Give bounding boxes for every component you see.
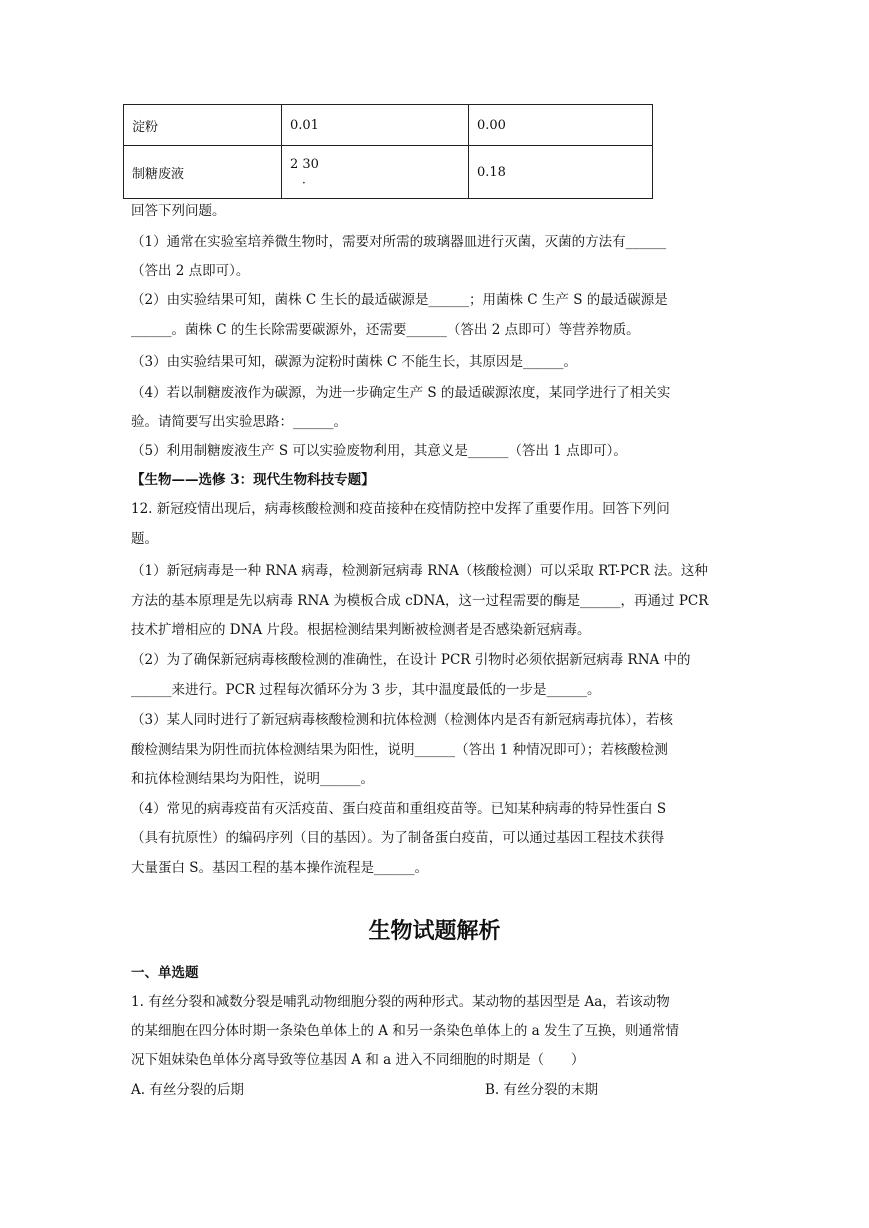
question-line: （4）常见的病毒疫苗有灭活疫苗、蛋白疫苗和重组疫苗等。已知某种病毒的特异性蛋白 S <box>131 801 667 817</box>
question-line: （3）某人同时进行了新冠病毒核酸检测和抗体检测（检测体内是否有新冠病毒抗体），若核 <box>131 712 673 728</box>
question-line: ______来进行。PCR 过程每次循环分为 3 步，其中温度最低的一步是______。 <box>131 682 601 698</box>
option-a: A. 有丝分裂的后期 <box>131 1082 244 1098</box>
question-line: 大量蛋白 S。基因工程的基本操作流程是______。 <box>131 860 429 876</box>
table-row <box>124 146 653 199</box>
question-line: （答出 2 点即可）。 <box>131 263 250 279</box>
table-cell: 0.18 <box>469 146 653 199</box>
question-stem: 12. 新冠疫情出现后，病毒核酸检测和疫苗接种在疫情防控中发挥了重要作用。回答下列问 <box>131 501 670 517</box>
carbon-source-table <box>123 104 653 199</box>
table-row <box>124 105 653 146</box>
question-line: （3）由实验结果可知，碳源为淀粉时菌株 C 不能生长，其原因是______。 <box>131 354 578 370</box>
question-line: （5）利用制糖废液生产 S 可以实验废物利用，其意义是______（答出 1 点即可）。 <box>131 443 627 459</box>
question-line: 技术扩增相应的 DNA 片段。根据检测结果判断被检测者是否感染新冠病毒。 <box>131 622 591 638</box>
cell-dot: · <box>302 176 306 190</box>
question-line: （2）由实验结果可知，菌株 C 生长的最适碳源是______；用菌株 C 生产 S 的最适碳源是 <box>131 292 668 308</box>
table-cell: 0.00 <box>469 105 653 146</box>
table-cell: 0.01 <box>282 105 469 146</box>
table-cell: 淀粉 <box>124 105 282 146</box>
table-cell: 制糖废液 <box>124 146 282 199</box>
question-line: （1）通常在实验室培养微生物时，需要对所需的玻璃器皿进行灭菌，灭菌的方法有______ <box>131 234 667 250</box>
question-line: 验。请简要写出实验思路：______。 <box>131 414 347 430</box>
question-stem: 题。 <box>131 531 158 547</box>
question-stem: 1. 有丝分裂和减数分裂是哺乳动物细胞分裂的两种形式。某动物的基因型是 Aa，若该动物 <box>131 994 670 1010</box>
table-cell <box>282 146 469 199</box>
question-stem: 况下姐妹染色单体分离导致等位基因 A 和 a 进入不同细胞的时期是（ ） <box>131 1052 585 1068</box>
instruction-text: 回答下列问题。 <box>131 203 226 219</box>
option-b: B. 有丝分裂的末期 <box>485 1082 599 1098</box>
question-line: 方法的基本原理是先以病毒 RNA 为模板合成 cDNA，这一过程需要的酶是______，再通过 PCR <box>131 593 709 609</box>
question-line: ______。菌株 C 的生长除需要碳源外，还需要______（答出 2 点即可）等营养物质。 <box>131 322 640 338</box>
question-line: 酸检测结果为阴性而抗体检测结果为阳性，说明______（答出 1 种情况即可）；若核酸检测 <box>131 742 668 758</box>
question-line: （1）新冠病毒是一种 RNA 病毒，检测新冠病毒 RNA（核酸检测）可以采取 RT-PCR 法。这种 <box>131 563 708 579</box>
question-line: 和抗体检测结果均为阳性，说明______。 <box>131 771 374 787</box>
question-line: （2）为了确保新冠病毒核酸检测的准确性，在设计 PCR 引物时必须依据新冠病毒 RNA 中的 <box>131 652 691 668</box>
question-line: （具有抗原性）的编码序列（目的基因）。为了制备蛋白疫苗，可以通过基因工程技术获得 <box>131 830 665 846</box>
analysis-title: 生物试题解析 <box>368 918 501 944</box>
section-heading: 一、单选题 <box>131 965 199 981</box>
cell-value: 2 30 <box>290 156 319 172</box>
question-stem: 的某细胞在四分体时期一条染色单体上的 A 和另一条染色单体上的 a 发生了互换，则通常情 <box>131 1023 679 1039</box>
section-heading: 【生物——选修 3：现代生物科技专题】 <box>131 472 375 488</box>
question-line: （4）若以制糖废液作为碳源，为进一步确定生产 S 的最适碳源浓度，某同学进行了相关实 <box>131 385 671 401</box>
